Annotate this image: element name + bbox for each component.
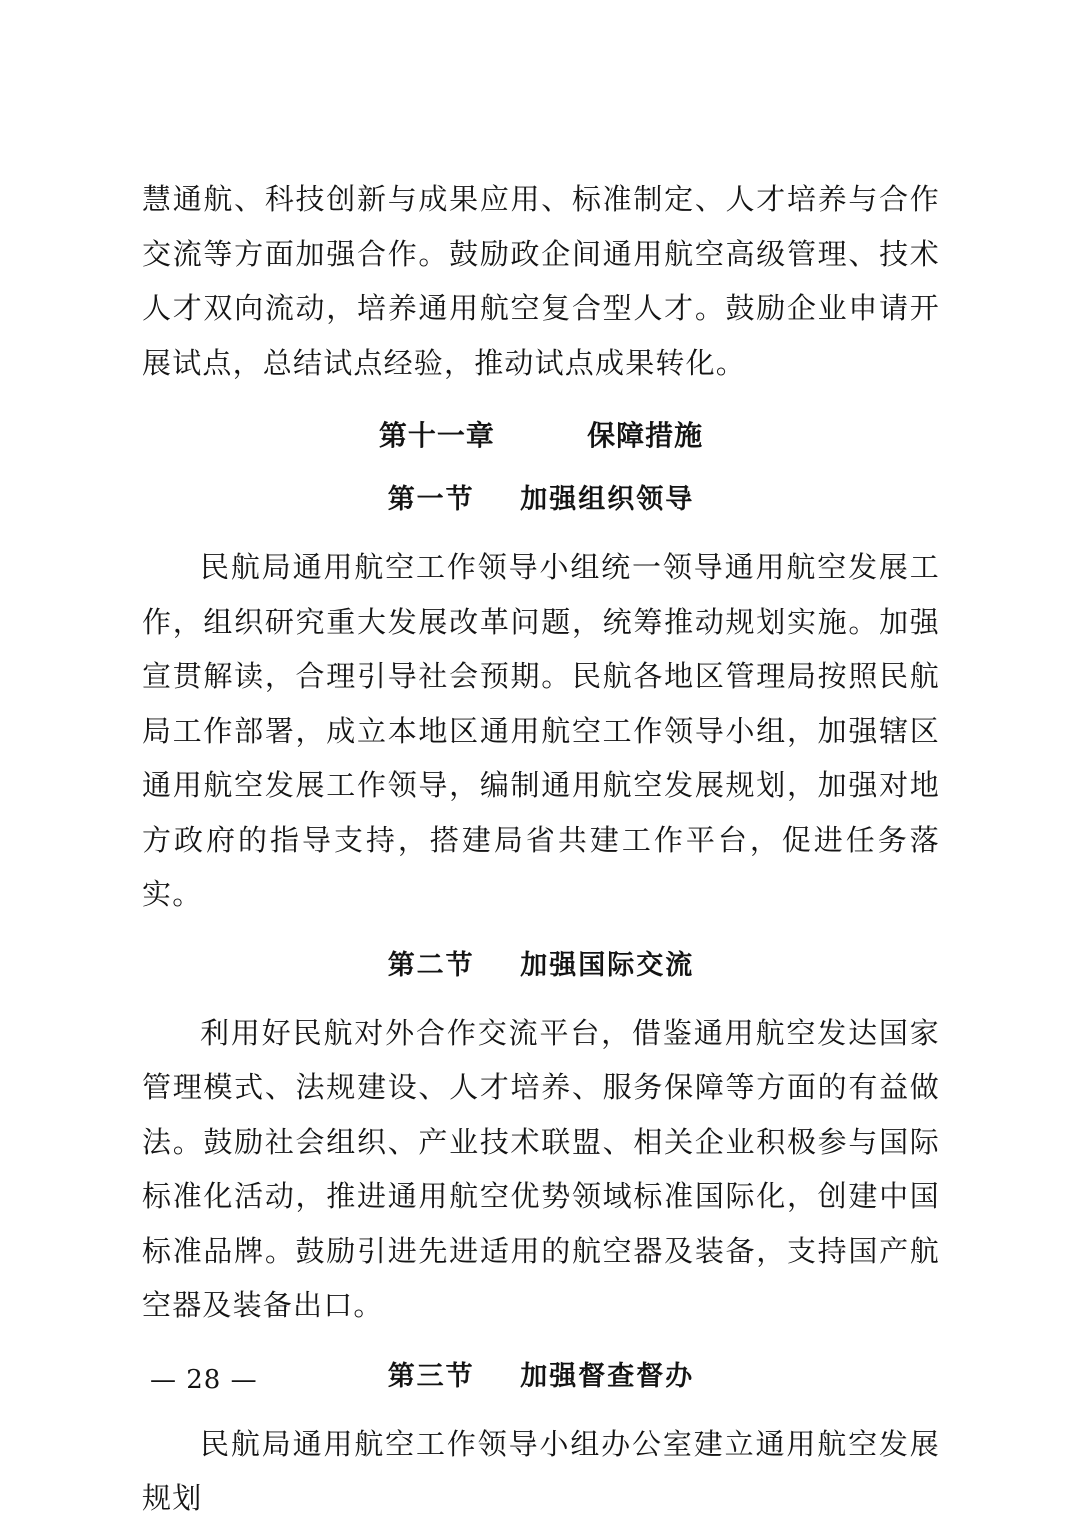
chapter-title: 第十一章 保障措施 bbox=[378, 419, 704, 452]
section-body-3: 民航局通用航空工作领导小组办公室建立通用航空发展规划 bbox=[142, 1426, 940, 1515]
section-title-1: 第一节 加强组织领导 bbox=[387, 484, 695, 515]
section-body-2: 利用好民航对外合作交流平台，借鉴通用航空发达国家管理模式、法规建设、人才培养、服务保障等方面的有益做法。鼓励社会组织、产业技术联盟、相关企业积极参与国际标准化活动，推进通用航空优势领域标准国际化，创建中国标准品牌。鼓励引进先进适用的航空器及装备，支持国产航空器及装备出口。 bbox=[142, 1015, 940, 1322]
intro-paragraph: 慧通航、科技创新与成果应用、标准制定、人才培养与合作交流等方面加强合作。鼓励政企间通用航空高级管理、技术人才双向流动，培养通用航空复合型人才。鼓励企业申请开展试点，总结试点经验，推动试点成果转化。 bbox=[142, 182, 940, 380]
section-title-2: 第二节 加强国际交流 bbox=[387, 949, 695, 981]
page-number: — 28 — bbox=[150, 1365, 258, 1395]
section-title-3: 第三节 加强督查督办 bbox=[387, 1360, 695, 1392]
section-body-1: 民航局通用航空工作领导小组统一领导通用航空发展工作，组织研究重大发展改革问题，统筹推动规划实施。加强宣贯解读，合理引导社会预期。民航各地区管理局按照民航局工作部署，成立本地区通用航空工作领导小组，加强辖区通用航空发展工作领导，编制通用航空发展规划，加强对地方政府的指导支持，搭建局省共建工作平台，促进任务落实。 bbox=[142, 550, 940, 911]
page-content bbox=[142, 172, 940, 1526]
